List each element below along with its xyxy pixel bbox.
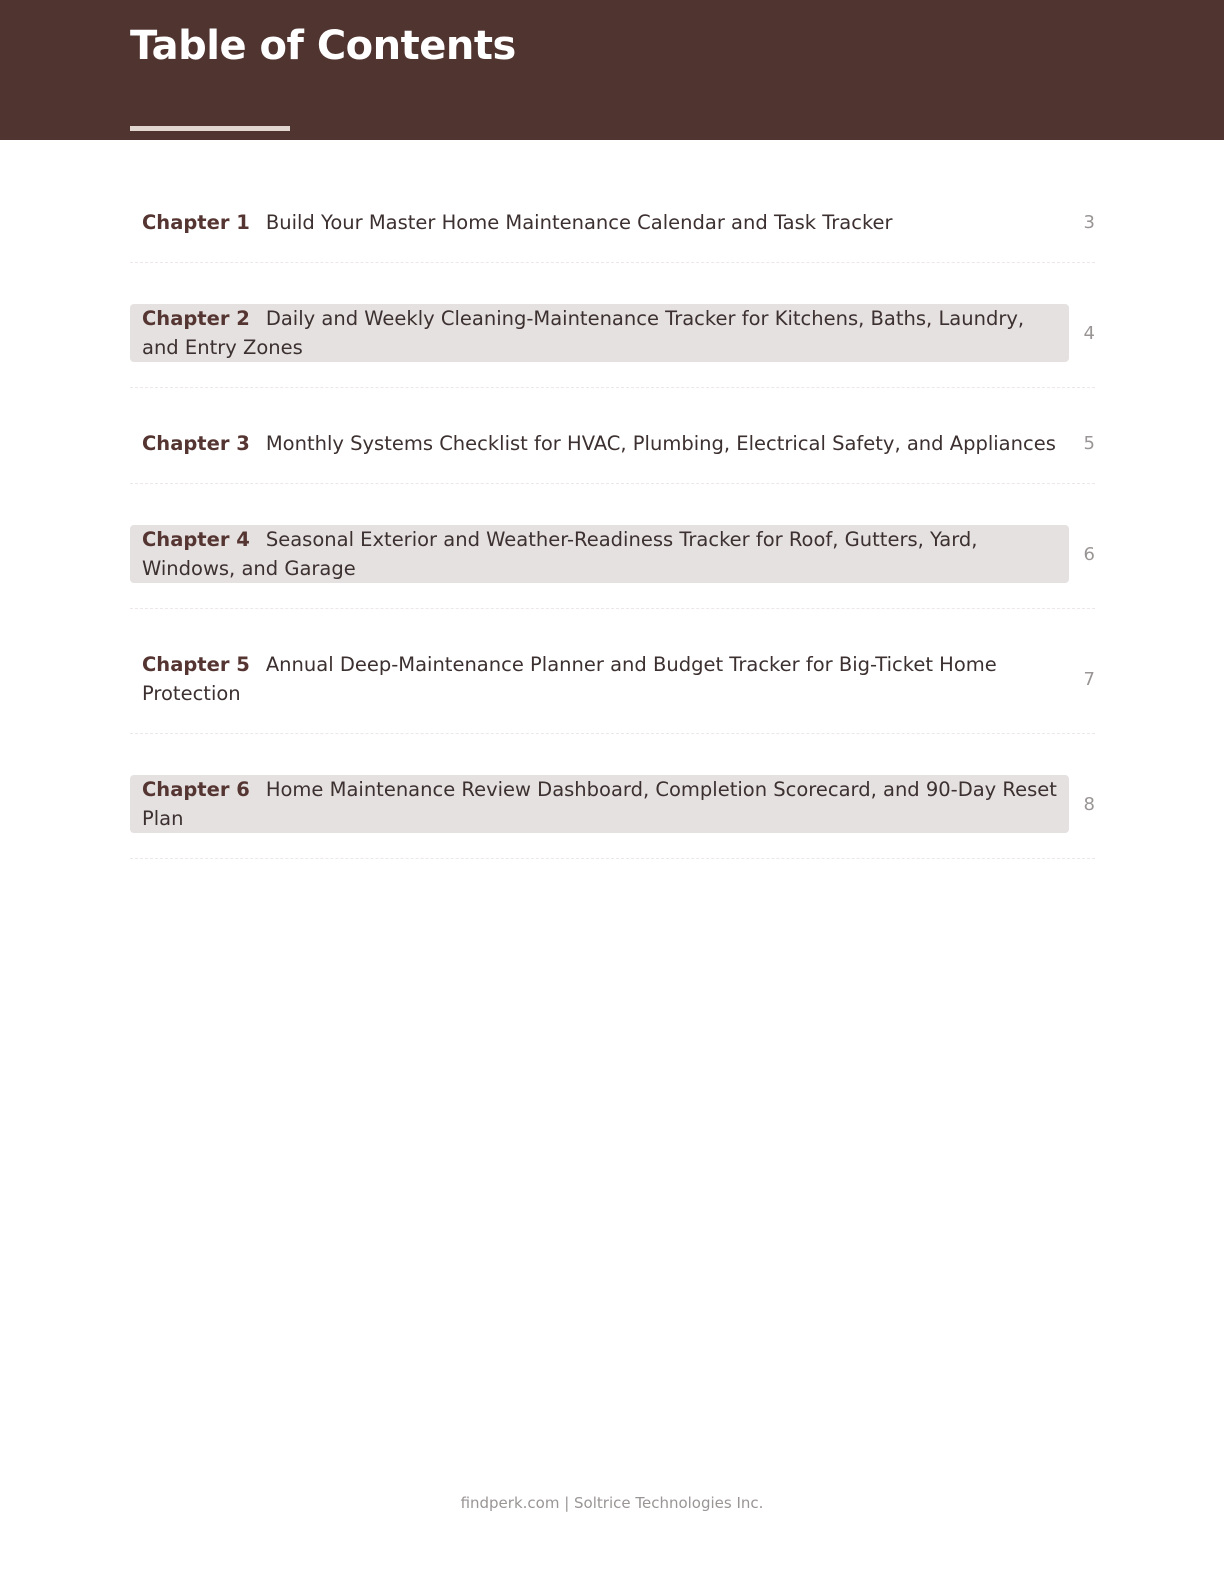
toc-entry[interactable]: [130, 429, 1095, 484]
chapter-label: Chapter 2: [142, 307, 250, 330]
toc-entry-text: [130, 304, 1069, 362]
chapter-title: Home Maintenance Review Dashboard, Completion Scorecard, and 90-Day Reset Plan: [142, 778, 1057, 830]
toc-entry[interactable]: [130, 775, 1095, 859]
page-number: 8: [1083, 793, 1095, 815]
toc-entry[interactable]: [130, 525, 1095, 609]
chapter-label: Chapter 1: [142, 211, 250, 234]
chapter-title: Monthly Systems Checklist for HVAC, Plumbing, Electrical Safety, and Appliances: [265, 432, 1056, 455]
toc-list: [130, 208, 1095, 900]
chapter-title: Annual Deep-Maintenance Planner and Budget Tracker for Big-Ticket Home Protection: [142, 653, 997, 705]
chapter-title: Daily and Weekly Cleaning-Maintenance Tracker for Kitchens, Baths, Laundry, and Entry Zones: [142, 307, 1025, 359]
header-banner: [0, 0, 1224, 140]
title-underline: [130, 126, 290, 131]
page-number: 5: [1083, 433, 1095, 454]
toc-entry-text: [130, 525, 1069, 583]
chapter-title: Seasonal Exterior and Weather-Readiness Tracker for Roof, Gutters, Yard, Windows, and Garage: [142, 528, 978, 580]
toc-entry[interactable]: [130, 650, 1095, 734]
chapter-label: Chapter 5: [142, 653, 250, 676]
toc-entry-text: [130, 429, 1069, 458]
chapter-label: Chapter 4: [142, 528, 250, 551]
page-number: 3: [1083, 212, 1095, 233]
toc-entry-text: [130, 208, 1069, 237]
toc-entry-text: [130, 650, 1069, 708]
toc-entry[interactable]: [130, 304, 1095, 388]
chapter-label: Chapter 6: [142, 778, 250, 801]
page-number: 6: [1083, 543, 1095, 565]
footer-credit: findperk.com | Soltrice Technologies Inc.: [460, 1494, 764, 1512]
page-number: 4: [1083, 322, 1095, 344]
page-number: 7: [1083, 668, 1095, 690]
toc-entry-text: [130, 775, 1069, 833]
page-title: Table of Contents: [130, 23, 516, 69]
chapter-label: Chapter 3: [142, 432, 250, 455]
chapter-title: Build Your Master Home Maintenance Calendar and Task Tracker: [265, 211, 893, 234]
toc-entry[interactable]: [130, 208, 1095, 263]
